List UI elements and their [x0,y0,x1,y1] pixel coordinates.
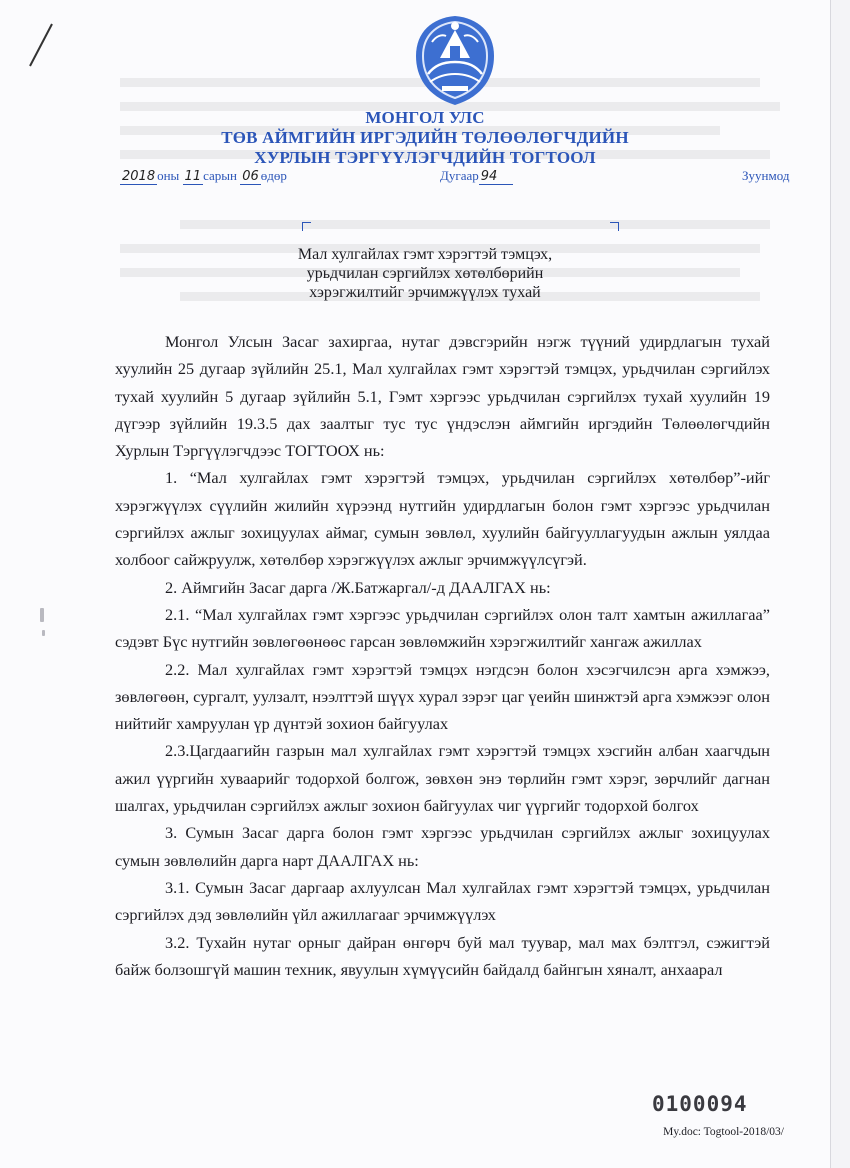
date-year: 2018 [122,169,156,184]
clause-3-2: 3.2. Тухайн нутаг орныг дайран өнгөрч буй мал туувар, мал мах бэлтгэл, сэжигтэй байж болзошгүй машин техник, явуулын хүмүүсийн байдалд байнгын хяналт, анхаарал [115,932,770,979]
preamble-paragraph: Монгол Улсын Засаг захиргаа, нутаг дэвсгэрийн нэгж түүний удирдлагын тухай хуулийн 25 дугаар зүйлийн 25.1, Мал хулгайлах гэмт хэрэгтэй тэмцэх, урьдчилан сэргийлэх тухай хуулийн 5 дугаар зүйлийн 5.1, Гэмт хэргээс урьдчилан сэргийлэх тухай хуулийн 19 дүгээр зүйлийн 19.3.5 дах заалтыг тус тус үндэслэн аймгийн иргэдийн Төлөөлөгчдийн Хурлын Тэргүүлэгчдээс ТОГТООХ нь: [115,332,770,461]
scan-speck [42,630,45,636]
clause-2: 2. Аймгийн Засаг дарга /Ж.Батжаргал/-д ДААЛГАХ нь: [165,577,551,597]
subject-corner-right [610,222,619,231]
date-year-suffix: оны [157,168,180,183]
resolution-body [115,328,770,983]
header-country: МОНГОЛ УЛС [365,108,485,127]
clause-3-1: 3.1. Сумын Засаг даргаар ахлуулсан Мал хулгайлах гэмт хэрэгтэй тэмцэх, урьдчилан сэргийлэх дэд зөвлөлийн үйл ажиллагааг эрчимжүүлэх [115,877,770,925]
document-number: 94 [479,169,513,185]
clause-3: 3. Сумын Засаг дарга болон гэмт хэргээс урьдчилан сэргийлэх ажлыг зохицуулах сумын зөвлөлийн дарга нарт ДААЛГАХ нь: [115,823,770,870]
subject-line-1: Мал хулгайлах гэмт хэрэгтэй тэмцэх, [297,246,553,263]
serial-number-stamp: 0100094 [652,1092,748,1116]
subject-corner-left [302,222,311,231]
date-day: 06 [242,169,259,184]
resolution-subject [0,245,850,302]
date-day-suffix: өдөр [260,168,287,183]
number-label: Дугаар [440,168,479,183]
header-document-type: ХУРЛЫН ТЭРГҮҮЛЭГЧДИЙН ТОГТООЛ [254,148,596,167]
subject-line-2: урьдчилан сэргийлэх хөтөлбөрийн [306,265,544,282]
date-line [120,168,287,185]
subject-line-3: хэрэгжилтийг эрчимжүүлэх тухай [309,284,541,301]
clause-2-1: 2.1. “Мал хулгайлах гэмт хэргээс урьдчилан сэргийлэх олон талт хамтын ажиллагаа” сэдэвт Бүс нутгийн зөвлөгөөнөөс гарсан зөвлөмжийн хэрэгжилтийг хангаж ажиллах [115,604,770,652]
pen-mark-icon [26,22,56,72]
state-emblem-icon [412,12,498,108]
clause-1: 1. “Мал хулгайлах гэмт хэрэгтэй тэмцэх, урьдчилан сэргийлэх хөтөлбөр”-ийг хэрэгжүүлэх сүүлийн жилийн хүрээнд нутгийн удирдлагын болон гэмт хэргээс урьдчилан сэргийлэх ажлыг зохицуулах аймаг, сумын зөвлөл, хуулийн байгууллагуудын ажлын уялдаа холбоог сайжруулж, хөтөлбөр хэрэгжүүлэх ажлыг эрчимжүүлсүгэй. [115,468,770,570]
scan-speck [40,608,44,622]
header-organization: ТӨВ АЙМГИЙН ИРГЭДИЙН ТӨЛӨӨЛӨГЧДИЙН [221,128,629,147]
number-line [440,168,513,185]
clause-2-3: 2.3.Цагдаагийн газрын мал хулгайлах гэмт хэрэгтэй тэмцэх хэсгийн албан хаагчдын ажил үүргийн хуваарийг тодорхой болгож, зөвхөн энэ төрлийн гэмт хэрэг, зөрчлийг дагнан шалгах, урьдчилан сэргийлэх ажлыг зохион байгуулах чиг үүргийг тодорхой болгох [115,741,770,816]
date-month-suffix: сарын [203,168,237,183]
document-file-reference: My.doc: Togtool-2018/03/ [663,1126,784,1138]
date-month: 11 [184,169,202,184]
clause-2-2: 2.2. Мал хулгайлах гэмт хэрэгтэй тэмцэх нэгдсэн болон хэсэгчилсэн арга хэмжээ, зөвлөгөөн, сургалт, уулзалт, нээлттэй шүүх хурал зэрэг цаг үеийн шинжтэй арга хэмжээг олон нийтийг хамруулан үр дүнтэй зохион байгуулах [115,659,770,734]
place-name: Зуунмод [742,168,790,183]
